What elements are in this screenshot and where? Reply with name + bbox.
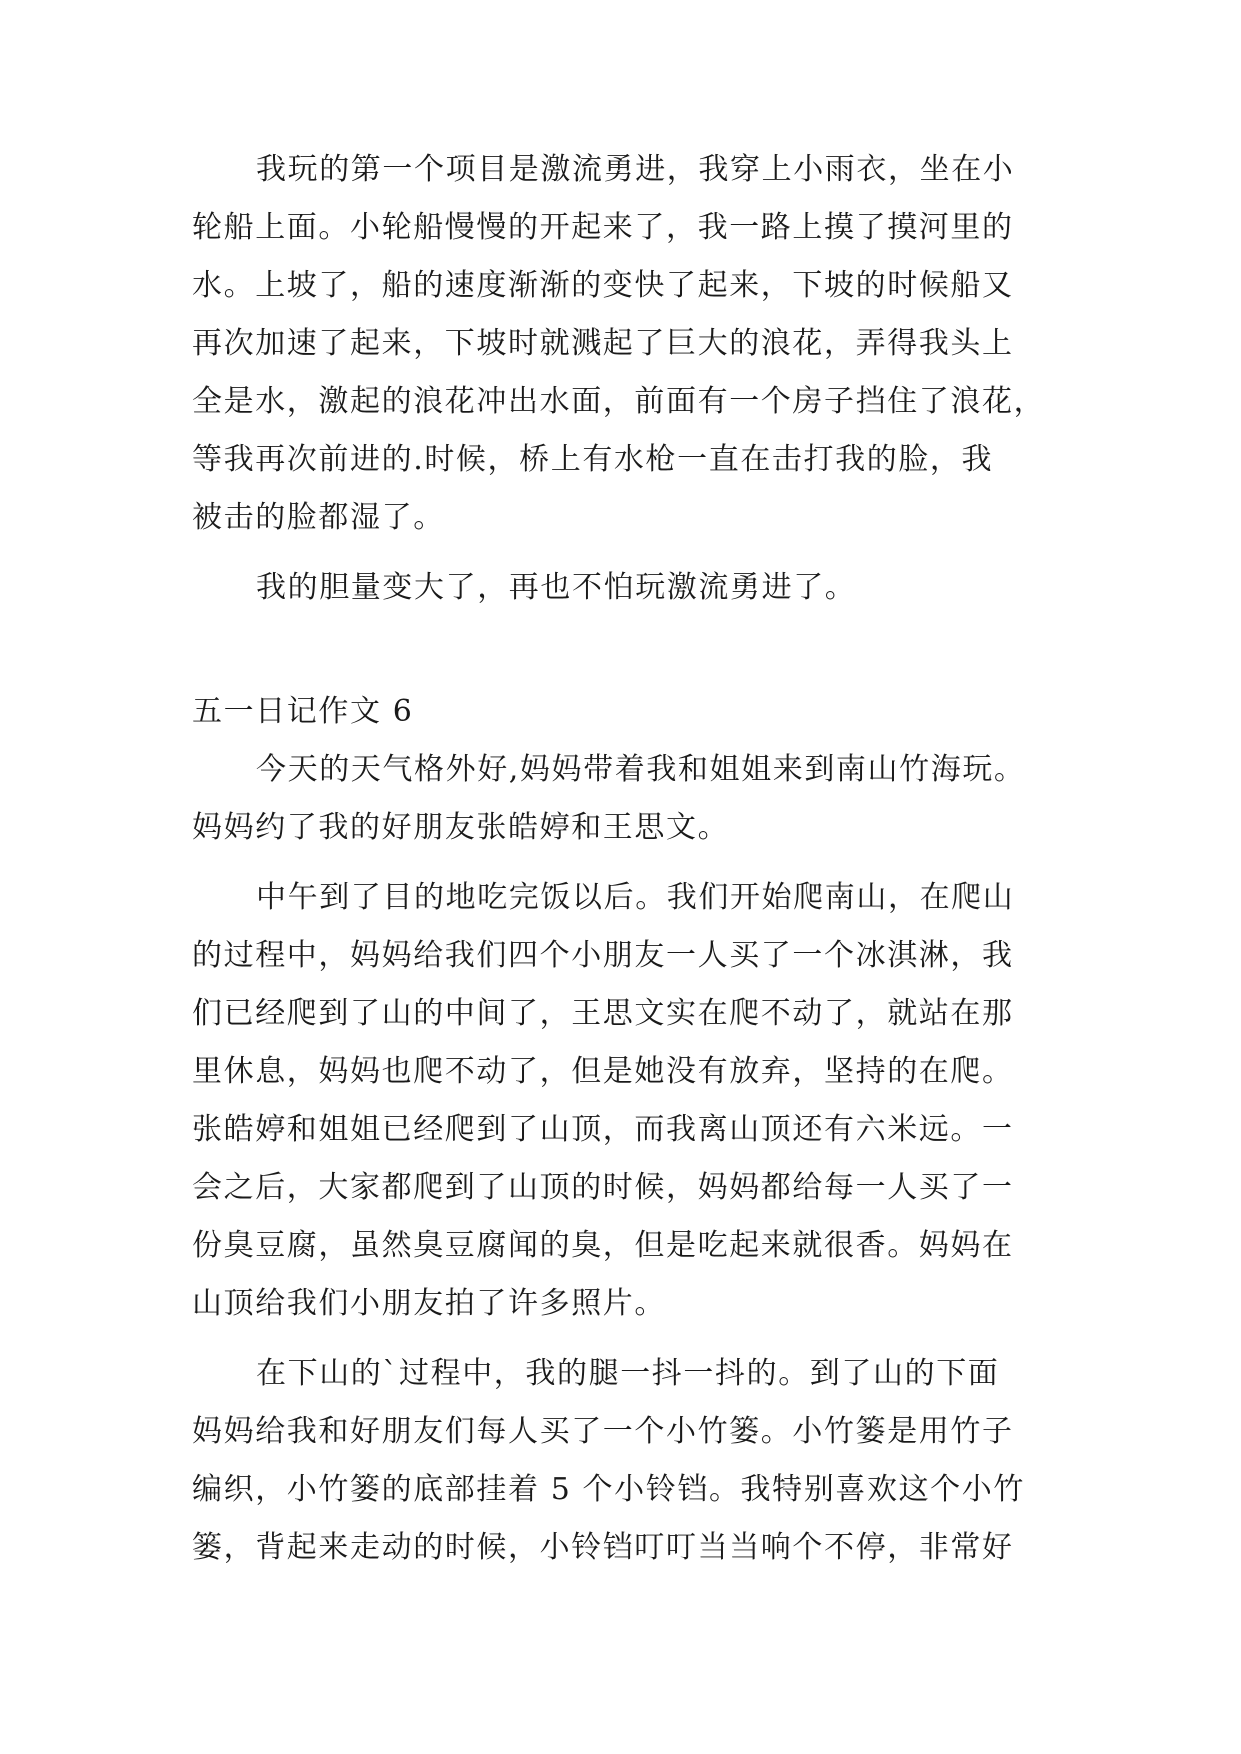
paragraph-line: 妈妈给我和好朋友们每人买了一个小竹篓。小竹篓是用竹子 — [192, 1414, 1014, 1449]
paragraph-line: 份臭豆腐，虽然臭豆腐闻的臭，但是吃起来就很香。妈妈在 — [192, 1228, 1014, 1263]
paragraph-line: 轮船上面。小轮船慢慢的开起来了，我一路上摸了摸河里的 — [192, 210, 1014, 245]
paragraph-line: 的过程中，妈妈给我们四个小朋友一人买了一个冰淇淋，我 — [192, 938, 1014, 973]
paragraph-line: 在下山的`过程中，我的腿一抖一抖的。到了山的下面 — [256, 1356, 1000, 1391]
paragraph-line: 会之后，大家都爬到了山顶的时候，妈妈都给每一人买了一 — [192, 1170, 1014, 1205]
paragraph-line: 妈妈约了我的好朋友张皓婷和王思文。 — [192, 810, 730, 845]
paragraph-line: 全是水，激起的浪花冲出水面，前面有一个房子挡住了浪花， — [192, 384, 1046, 419]
paragraph-line: 被击的脸都湿了。 — [192, 500, 445, 535]
paragraph-line: 山顶给我们小朋友拍了许多照片。 — [192, 1286, 666, 1321]
paragraph-line: 等我再次前进的.时候，桥上有水枪一直在击打我的脸，我 — [192, 442, 994, 477]
paragraph-line: 篓，背起来走动的时候，小铃铛叮叮当当响个不停，非常好 — [192, 1530, 1014, 1565]
paragraph-line: 中午到了目的地吃完饭以后。我们开始爬南山，在爬山 — [256, 880, 1015, 915]
paragraph-line: 编织，小竹篓的底部挂着 5 个小铃铛。我特别喜欢这个小竹 — [192, 1472, 1025, 1507]
paragraph-line: 张皓婷和姐姐已经爬到了山顶，而我离山顶还有六米远。一 — [192, 1112, 1014, 1147]
paragraph-line: 们已经爬到了山的中间了，王思文实在爬不动了，就站在那 — [192, 996, 1014, 1031]
paragraph-line: 我的胆量变大了，再也不怕玩激流勇进了。 — [256, 570, 857, 605]
paragraph-line: 今天的天气格外好,妈妈带着我和姐姐来到南山竹海玩。 — [256, 752, 1026, 787]
section-heading: 五一日记作文 6 — [192, 694, 414, 729]
paragraph-line: 水。上坡了，船的速度渐渐的变快了起来，下坡的时候船又 — [192, 268, 1014, 303]
paragraph-line: 我玩的第一个项目是激流勇进，我穿上小雨衣，坐在小 — [256, 152, 1015, 187]
paragraph-line: 里休息，妈妈也爬不动了，但是她没有放弃，坚持的在爬。 — [192, 1054, 1014, 1089]
paragraph-line: 再次加速了起来，下坡时就溅起了巨大的浪花，弄得我头上 — [192, 326, 1014, 361]
